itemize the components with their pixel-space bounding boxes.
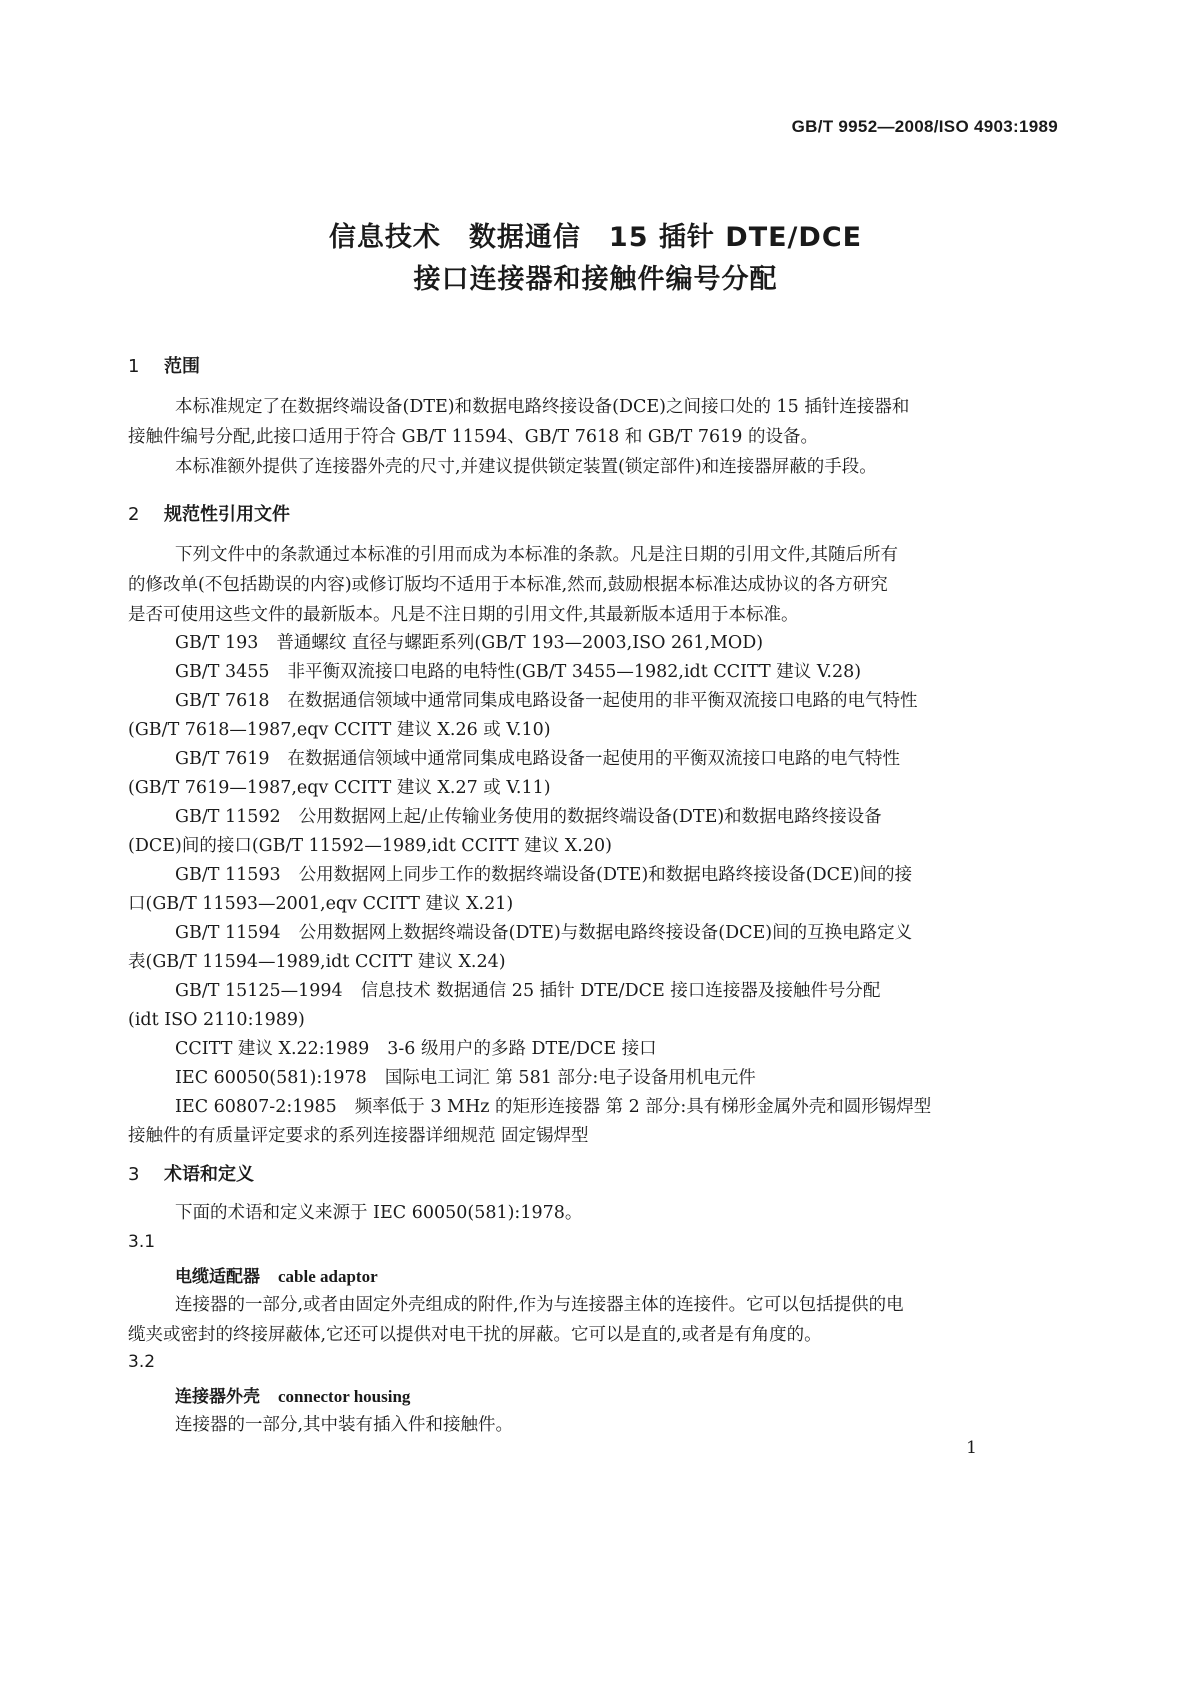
paragraph-line: 下列文件中的条款通过本标准的引用而成为本标准的条款。凡是注日期的引用文件,其随后所有 [175, 545, 899, 565]
reference-item [175, 802, 882, 832]
paragraph-line: 本标准规定了在数据终端设备(DTE)和数据电路终接设备(DCE)之间接口处的 15 插针连接器和 [175, 397, 910, 417]
section-title: 范围 [164, 356, 200, 377]
reference-code: GB/T 193 [175, 633, 259, 653]
reference-title: 在数据通信领域中通常同集成电路设备一起使用的非平衡双流接口电路的电气特性 [287, 691, 918, 711]
reference-continuation: 接触件的有质量评定要求的系列连接器详细规范 固定锡焊型 [128, 1126, 589, 1146]
reference-item [175, 918, 912, 948]
section-title: 规范性引用文件 [164, 504, 290, 525]
reference-title: 非平衡双流接口电路的电特性(GB/T 3455—1982,idt CCITT 建议 V.28) [287, 662, 862, 682]
definition-line: 连接器的一部分,其中装有插入件和接触件。 [175, 1415, 514, 1435]
section-number: 1 [128, 356, 140, 377]
reference-title: 公用数据网上起/止传输业务使用的数据终端设备(DTE)和数据电路终接设备 [298, 807, 882, 827]
page-number: 1 [966, 1438, 977, 1458]
term-english: connector housing [278, 1387, 411, 1406]
paragraph-line: 接触件编号分配,此接口适用于符合 GB/T 11594、GB/T 7618 和 GB/T 7619 的设备。 [128, 427, 818, 447]
term-heading [175, 1262, 378, 1287]
reference-item [175, 976, 880, 1006]
reference-code: IEC 60807-2:1985 [175, 1097, 337, 1117]
reference-title: 在数据通信领域中通常同集成电路设备一起使用的平衡双流接口电路的电气特性 [287, 749, 901, 769]
reference-title: 国际电工词汇 第 581 部分:电子设备用机电元件 [384, 1068, 756, 1088]
reference-title: 频率低于 3 MHz 的矩形连接器 第 2 部分:具有梯形金属外壳和圆形锡焊型 [354, 1097, 932, 1117]
reference-code: GB/T 7619 [175, 749, 270, 769]
reference-code: GB/T 3455 [175, 662, 270, 682]
reference-item [175, 657, 861, 687]
reference-code: GB/T 11594 [175, 923, 281, 943]
reference-title: 普通螺纹 直径与螺距系列(GB/T 193—2003,ISO 261,MOD) [276, 633, 764, 653]
paragraph-line: 是否可使用这些文件的最新版本。凡是不注日期的引用文件,其最新版本适用于本标准。 [128, 605, 799, 625]
standard-code: GB/T 9952—2008/ISO 4903:1989 [791, 117, 1058, 136]
title-part: 数据通信 [468, 222, 581, 253]
reference-title: 信息技术 数据通信 25 插针 DTE/DCE 接口连接器及接触件号分配 [360, 981, 881, 1001]
reference-item [175, 686, 918, 716]
term-english: cable adaptor [278, 1267, 378, 1286]
term-number: 3.2 [128, 1352, 156, 1372]
definition-line: 缆夹或密封的终接屏蔽体,它还可以提供对电干扰的屏蔽。它可以是直的,或者是有角度的。 [128, 1325, 822, 1345]
paragraph-line: 本标准额外提供了连接器外壳的尺寸,并建议提供锁定装置(锁定部件)和连接器屏蔽的手段。 [175, 457, 877, 477]
reference-item [175, 1063, 756, 1093]
section-number: 3 [128, 1164, 140, 1185]
reference-item [175, 860, 912, 890]
definition-line: 连接器的一部分,或者由固定外壳组成的附件,作为与连接器主体的连接件。它可以包括提供的电 [175, 1295, 904, 1315]
section-3-heading [128, 1160, 254, 1186]
reference-item [175, 628, 763, 658]
reference-code: GB/T 7618 [175, 691, 270, 711]
reference-item [175, 744, 900, 774]
title-part: 信息技术 [328, 222, 441, 253]
reference-continuation: 口(GB/T 11593—2001,eqv CCITT 建议 X.21) [128, 894, 514, 914]
section-title: 术语和定义 [164, 1164, 254, 1185]
reference-continuation: (DCE)间的接口(GB/T 11592—1989,idt CCITT 建议 X.20) [128, 836, 612, 856]
reference-code: IEC 60050(581):1978 [175, 1068, 367, 1088]
reference-item [175, 1034, 657, 1064]
term-chinese: 电缆适配器 [175, 1267, 260, 1287]
reference-continuation: (idt ISO 2110:1989) [128, 1010, 305, 1030]
term-chinese: 连接器外壳 [175, 1387, 260, 1407]
reference-title: 3-6 级用户的多路 DTE/DCE 接口 [387, 1039, 657, 1059]
term-number: 3.1 [128, 1232, 156, 1252]
section-number: 2 [128, 504, 140, 525]
document-title-line-1 [0, 215, 1191, 254]
term-heading [175, 1382, 410, 1407]
reference-code: CCITT 建议 X.22:1989 [175, 1039, 370, 1059]
reference-code: GB/T 11592 [175, 807, 281, 827]
reference-continuation: (GB/T 7618—1987,eqv CCITT 建议 X.26 或 V.10) [128, 720, 551, 740]
reference-code: GB/T 11593 [175, 865, 281, 885]
reference-continuation: 表(GB/T 11594—1989,idt CCITT 建议 X.24) [128, 952, 506, 972]
paragraph-line: 的修改单(不包括勘误的内容)或修订版均不适用于本标准,然而,鼓励根据本标准达成协议的各方研究 [128, 575, 888, 595]
section-1-heading [128, 352, 200, 378]
document-title-line-2: 接口连接器和接触件编号分配 [413, 264, 778, 295]
paragraph-line: 下面的术语和定义来源于 IEC 60050(581):1978。 [175, 1203, 583, 1223]
reference-title: 公用数据网上同步工作的数据终端设备(DTE)和数据电路终接设备(DCE)间的接 [298, 865, 913, 885]
title-part: 15 插针 DTE/DCE [608, 222, 863, 253]
reference-continuation: (GB/T 7619—1987,eqv CCITT 建议 X.27 或 V.11) [128, 778, 551, 798]
section-2-heading [128, 500, 290, 526]
reference-code: GB/T 15125—1994 [175, 981, 343, 1001]
reference-item [175, 1092, 931, 1122]
reference-title: 公用数据网上数据终端设备(DTE)与数据电路终接设备(DCE)间的互换电路定义 [298, 923, 913, 943]
